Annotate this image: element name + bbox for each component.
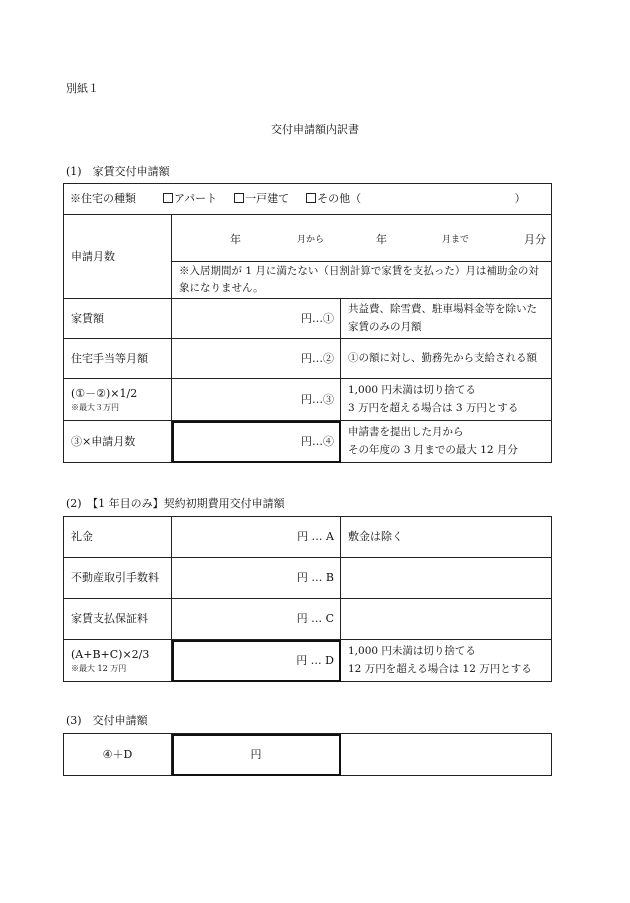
housing-type-row bbox=[64, 184, 552, 215]
document-title: 交付申請額内訳書 bbox=[271, 123, 359, 136]
total-label: ③×申請月数 bbox=[64, 421, 172, 463]
broker-fee-label: 不動産取引手数料 bbox=[64, 558, 172, 599]
total-amount-field[interactable]: 円…④ bbox=[172, 421, 341, 463]
rent-amount-field[interactable]: 円…① bbox=[172, 299, 341, 339]
formula-d-row bbox=[64, 640, 552, 682]
months-row bbox=[64, 215, 552, 262]
allowance-amount-field[interactable]: 円…② bbox=[172, 339, 341, 379]
year1-label: 年 bbox=[230, 233, 241, 246]
months-range-cell[interactable] bbox=[172, 215, 552, 262]
half-formula-label: (①－②)×1/2 bbox=[71, 387, 138, 401]
rent-note: 共益費、除雪費、駐車場料金等を除いた家賃のみの月額 bbox=[341, 299, 552, 339]
total-request-field[interactable]: 円 bbox=[172, 734, 341, 776]
housing-type-label: ※住宅の種類 bbox=[70, 192, 136, 206]
key-money-label: 礼金 bbox=[64, 517, 172, 558]
rent-table bbox=[63, 183, 552, 463]
section3-heading: (3) 交付申請額 bbox=[66, 714, 148, 727]
formula-d-note-1: 1,000 円未満は切り捨てる bbox=[348, 644, 476, 657]
broker-fee-row bbox=[64, 558, 552, 599]
allowance-row bbox=[64, 339, 552, 379]
months-note: ※入居期間が 1 月に満たない（日割計算で家賃を支払った）月は補助金の対象になりません。 bbox=[172, 262, 552, 299]
formula-d-field[interactable]: 円 … D bbox=[172, 640, 341, 682]
total-request-table bbox=[63, 733, 552, 776]
key-money-row bbox=[64, 517, 552, 558]
initial-cost-table bbox=[63, 516, 552, 682]
key-money-field[interactable]: 円 … A bbox=[172, 517, 341, 558]
other-label: その他（ bbox=[317, 192, 362, 206]
formula-d-cap: ※最大 12 万円 bbox=[71, 663, 127, 673]
half-cap-note: ※最大３万円 bbox=[71, 402, 119, 412]
other-close: ） bbox=[514, 192, 526, 206]
total-note-1: 申請書を提出した月から bbox=[348, 425, 464, 438]
formula-d-label: (A+B+C)×2/3 bbox=[71, 648, 150, 662]
key-money-note: 敷金は除く bbox=[341, 517, 552, 558]
section1-heading: (1) 家賃交付申請額 bbox=[66, 165, 170, 178]
broker-fee-field[interactable]: 円 … B bbox=[172, 558, 341, 599]
guarantee-fee-row bbox=[64, 599, 552, 640]
total-request-label: ④＋D bbox=[64, 734, 172, 776]
months-label: 申請月数 bbox=[64, 215, 172, 299]
half-row bbox=[64, 379, 552, 421]
allowance-note: ①の額に対し、勤務先から支給される額 bbox=[341, 339, 552, 379]
attachment-label: 別紙１ bbox=[66, 82, 99, 95]
half-note-2: 3 万円を超える場合は 3 万円とする bbox=[348, 401, 519, 414]
rent-row bbox=[64, 299, 552, 339]
total-request-row bbox=[64, 734, 552, 776]
section2-heading: (2) 【1 年目のみ】契約初期費用交付申請額 bbox=[66, 497, 285, 510]
guarantee-fee-label: 家賃支払保証料 bbox=[64, 599, 172, 640]
house-checkbox[interactable] bbox=[234, 193, 244, 203]
apartment-checkbox[interactable] bbox=[163, 193, 173, 203]
total-note-2: その年度の 3 月までの最大 12 月分 bbox=[348, 443, 518, 456]
formula-d-note-2: 12 万円を超える場合は 12 万円とする bbox=[348, 662, 532, 675]
year2-label: 年 bbox=[376, 233, 387, 246]
house-label: 一戸建て bbox=[245, 192, 290, 206]
apartment-label: アパート bbox=[174, 192, 218, 206]
other-checkbox[interactable] bbox=[306, 193, 316, 203]
half-note-1: 1,000 円未満は切り捨てる bbox=[348, 383, 476, 396]
month-from-label: 月から bbox=[297, 235, 325, 245]
months-unit-label: 月分 bbox=[524, 233, 546, 246]
allowance-label: 住宅手当等月額 bbox=[64, 339, 172, 379]
guarantee-fee-field[interactable]: 円 … C bbox=[172, 599, 341, 640]
half-amount-field[interactable]: 円…③ bbox=[172, 379, 341, 421]
total-row bbox=[64, 421, 552, 463]
month-to-label: 月まで bbox=[442, 235, 470, 245]
rent-label: 家賃額 bbox=[64, 299, 172, 339]
